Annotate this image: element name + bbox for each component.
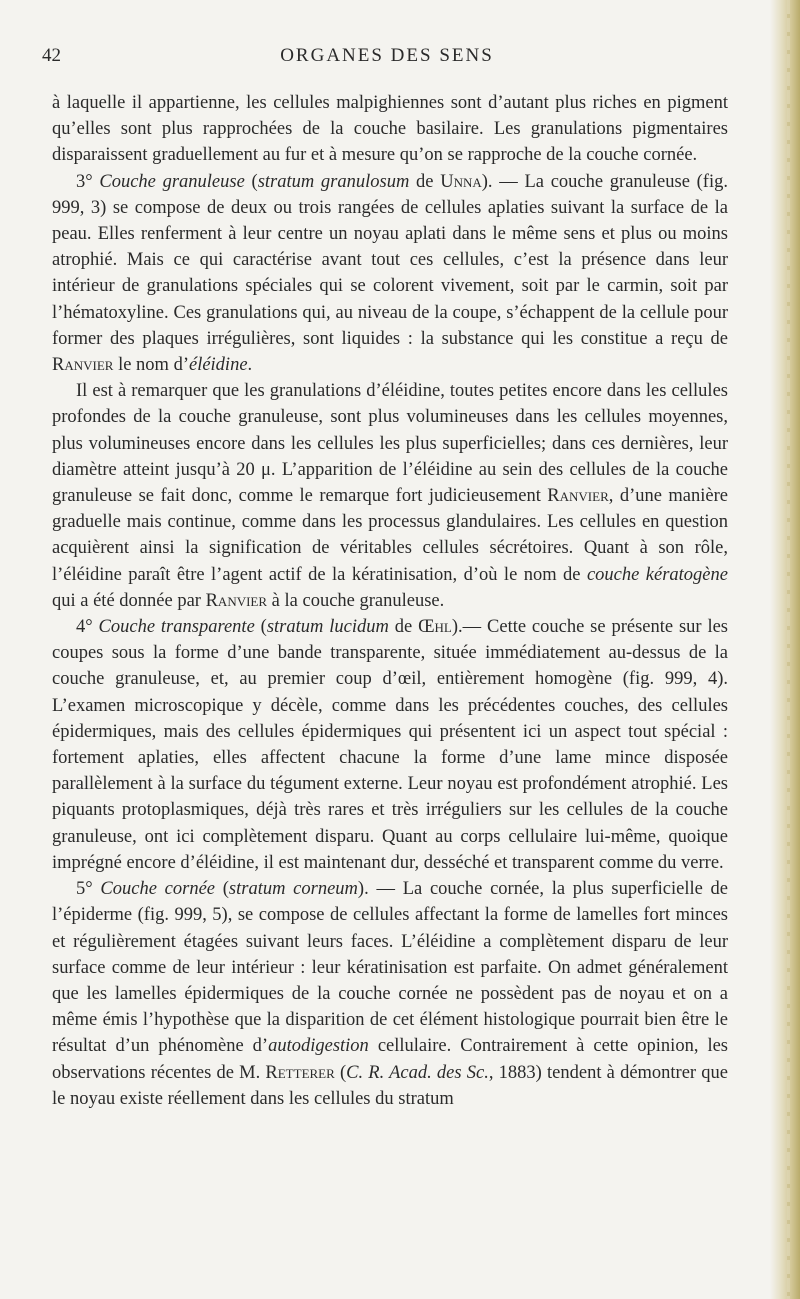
paragraph-couche-cornee: 5° Couche cornée (stratum corneum). — La couche cornée, la plus superficielle de l’épiderme (fig. 999, 5), se compose de cellules affectant la forme de lamelles fort minces et régulièrement étagées suivant leurs faces. L’éléidine a complètement disparu de leur surface comme de leur intérieur : leur kératinisation est parfaite. On admet généralement que les lamelles épidermiques de la couche cornée ne possèdent pas de noyau et on a même émis l’hypothèse que la disparition de cet élément histologique pourrait bien être le résultat d’un phénomène d’autodigestion cellulaire. Contrairement à cette opinion, les observations récentes de M. Retterer (C. R. Acad. des Sc., 1883) tendent à démontrer que le noyau existe réellement dans les cellules du stratum — [52, 879, 729, 1109]
author-name: Ranvier — [205, 590, 268, 611]
paragraph-couche-granuleuse: 3° Couche granuleuse (stratum granulosum de Unna). — La couche granuleuse (fig. 999, 3) se compose de deux ou trois rangées de cellules aplaties suivant la surface de la peau. Elles renferment à leur centre un noyau aplati dans le même sens et plus ou moins atrophié. Mais ce qui caractérise avant tout ces cellules, c’est la présence dans leur intérieur de granulations spéciales qui se colorent vivement, soit par le carmin, soit par l’hématoxyline. Ces granulations qui, au niveau de la coupe, s’échappent de la cellule pour former des plaques irrégulières, sont liquides : la substance qui les constitue a reçu de Ranvier le nom d’éléidine. — [52, 171, 728, 376]
latin-term: stratum granulosum — [257, 171, 410, 192]
author-name: Retterer — [265, 1062, 335, 1083]
running-title: ORGANES DES SENS — [280, 45, 494, 66]
author-name: Œhl — [418, 617, 452, 638]
author-name: Unna — [440, 171, 482, 192]
paragraph-eleidine: Il est à remarquer que les granulations d’éléidine, toutes petites encore dans les cellules profondes de la couche granuleuse, sont plus volumineuses dans les cellules moyennes, plus volumineuses encore dans les cellules les plus superficielles; dans ces dernières, leur diamètre atteint jusqu’à 20 μ. L’apparition de l’éléidine au sein des cellules de la couche granuleuse se fait donc, comme le remarque fort judicieusement Ranvier, d’une manière graduelle mais continue, comme dans les processus glandulaires. Les cellules en question acquièrent ainsi la signification de véritables cellules sécrétoires. Quant à son rôle, l’éléidine paraît être l’agent actif de la kératinisation, d’où le nom de couche kératogène qui a été donnée par Ranvier à la couche granuleuse. — [52, 381, 728, 611]
section-title: Couche cornée — [100, 879, 215, 900]
paragraph-continuation: à laquelle il appartienne, les cellules malpighiennes sont d’autant plus riches en pigment qu’elles sont plus rapprochées de la couche basilaire. Les granulations pigmentaires disparaissent graduellement au fur et à mesure qu’on se rapproche de la couche cornée. — [52, 93, 728, 166]
latin-term: stratum corneum — [228, 879, 358, 900]
section-title: Couche granuleuse — [99, 171, 245, 192]
latin-term: stratum lucidum — [266, 617, 389, 638]
page-edge-texture — [787, 0, 790, 1299]
page-header — [42, 45, 732, 75]
body-text — [52, 90, 728, 1112]
section-title: Couche transparente — [98, 617, 255, 638]
page-edge-shadow — [770, 0, 800, 1299]
term: autodigestion — [268, 1036, 369, 1057]
citation: C. R. Acad. des Sc. — [346, 1062, 489, 1083]
author-name: Ranvier — [52, 355, 114, 376]
term: couche kératogène — [586, 564, 728, 585]
term: éléidine — [188, 355, 248, 376]
paragraph-couche-transparente: 4° Couche transparente (stratum lucidum de Œhl).— Cette couche se présente sur les coupes sous la forme d’une bande transparente, située immédiatement au-dessus de la couche granuleuse, et, au premier coup d’œil, entièrement homogène (fig. 999, 4). L’examen microscopique y décèle, comme dans les précédentes couches, des cellules épidermiques, mais des cellules épidermiques qui présentent ici un aspect tout spécial : fortement aplaties, elles affectent chacune la forme d’une lame mince disposée parallèlement à la surface du tégument externe. Leur noyau est profondément atrophié. Les piquants protoplasmiques, déjà très rares et très irréguliers sur les cellules de la couche granuleuse, ont ici complètement disparu. Quant au corps cellulaire lui-même, quoique imprégné encore d’éléidine, il est maintenant dur, desséché et transparent comme du verre. — [52, 617, 729, 873]
author-name: Ranvier — [547, 486, 609, 507]
page-number: 42 — [42, 45, 61, 66]
